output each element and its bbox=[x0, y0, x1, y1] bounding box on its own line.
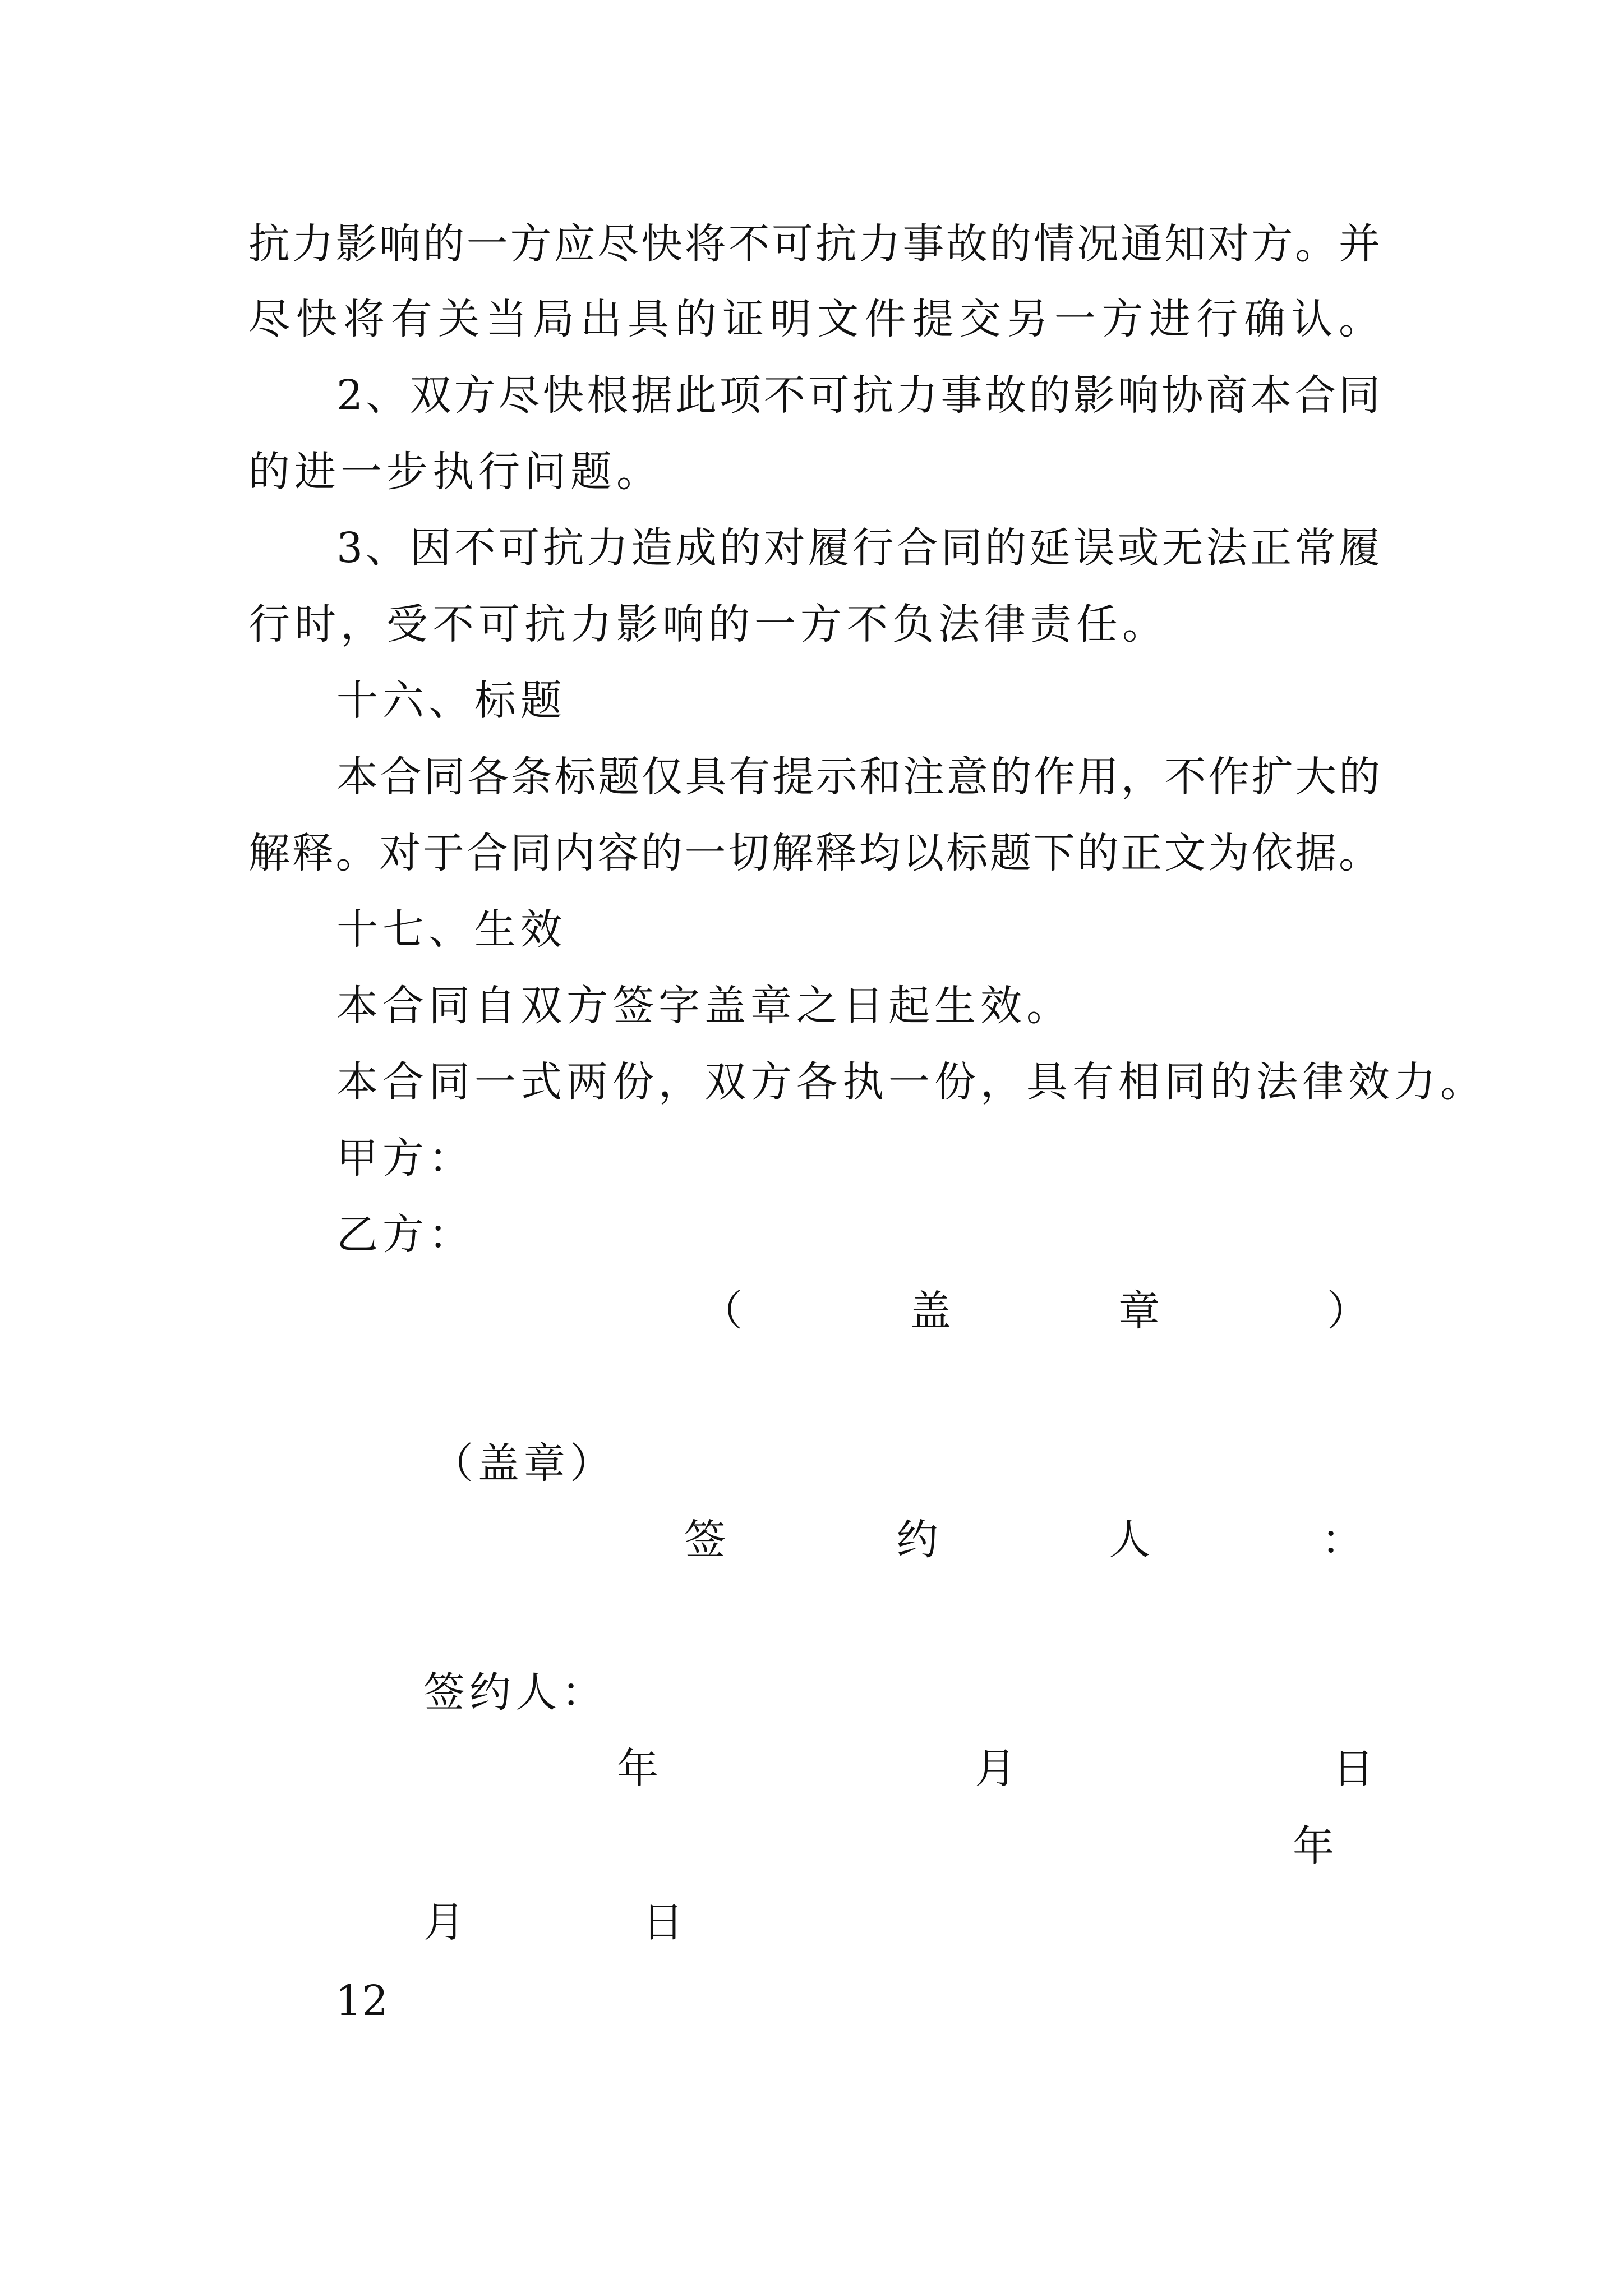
seal-close-paren: ） bbox=[1327, 1287, 1368, 1335]
signer-line bbox=[684, 1516, 1363, 1564]
paragraph-line-2: 尽快将有关当局出具的证明文件提交另一方进行确认。 bbox=[248, 295, 1380, 343]
seal-open-paren: （ bbox=[701, 1287, 743, 1335]
seal-label: （盖章） bbox=[432, 1439, 616, 1488]
seal-line bbox=[701, 1287, 1368, 1335]
paragraph-line-3: 2、双方尽快根据此项不可抗力事故的影响协商本合同 bbox=[336, 371, 1380, 420]
section-heading-16: 十六、标题 bbox=[336, 677, 566, 725]
signer-char-2: 约 bbox=[896, 1516, 938, 1564]
signer-label: 签约人： bbox=[423, 1668, 607, 1717]
date-month-2: 月 bbox=[423, 1898, 469, 1947]
date-day-2: 日 bbox=[642, 1898, 688, 1947]
seal-char-2: 章 bbox=[1118, 1287, 1160, 1335]
signer-char-1: 签 bbox=[684, 1516, 726, 1564]
date-line bbox=[617, 1745, 1374, 1793]
paragraph-line-11: 本合同自双方签字盖章之日起生效。 bbox=[336, 982, 1072, 1030]
party-a-label: 甲方： bbox=[336, 1134, 474, 1182]
paragraph-line-5: 3、因不可抗力造成的对履行合同的延误或无法正常履 bbox=[336, 524, 1380, 572]
signer-char-3: 人 bbox=[1109, 1516, 1151, 1564]
paragraph-line-6: 行时，受不可抗力影响的一方不负法律责任。 bbox=[248, 600, 1168, 648]
date-month: 月 bbox=[975, 1745, 1016, 1793]
page-number: 12 bbox=[335, 1977, 389, 2025]
paragraph-line-8: 本合同各条标题仅具有提示和注意的作用，不作扩大的 bbox=[336, 753, 1380, 801]
paragraph-line-12: 本合同一式两份，双方各执一份，具有相同的法律效力。 bbox=[336, 1058, 1486, 1106]
seal-char-1: 盖 bbox=[910, 1287, 951, 1335]
party-b-label: 乙方： bbox=[336, 1211, 474, 1259]
paragraph-line-9: 解释。对于合同内容的一切解释均以标题下的正文为依据。 bbox=[248, 829, 1380, 877]
paragraph-line-1: 抗力影响的一方应尽快将不可抗力事故的情况通知对方。并 bbox=[248, 220, 1380, 268]
paragraph-line-4: 的进一步执行问题。 bbox=[248, 448, 662, 496]
date-year: 年 bbox=[617, 1745, 658, 1793]
signer-colon: ： bbox=[1321, 1516, 1363, 1564]
date-day: 日 bbox=[1332, 1745, 1374, 1793]
section-heading-17: 十七、生效 bbox=[336, 905, 566, 954]
date-year-2: 年 bbox=[1293, 1822, 1339, 1870]
